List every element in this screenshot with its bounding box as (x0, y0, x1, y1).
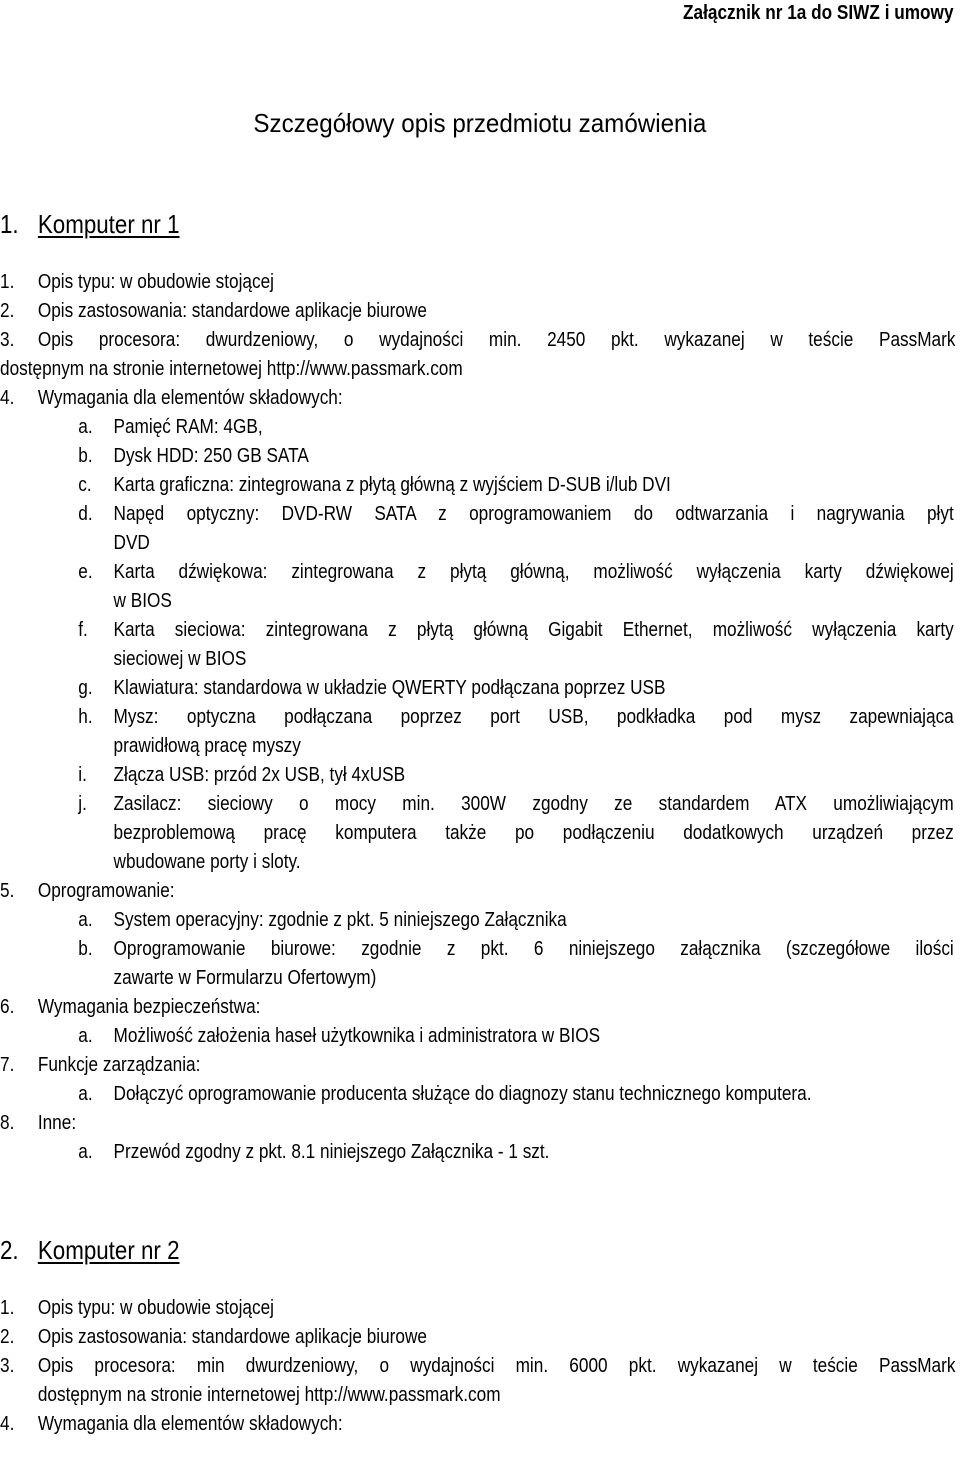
sub-item (0, 703, 954, 732)
list-item (0, 297, 826, 326)
item-text: Opis procesora: dwurdzeniowy, o wydajności min. 2450 pkt. wykazanej w teście PassMark (37, 329, 956, 351)
item-text: Inne: (37, 1112, 77, 1134)
item-number: 2. (0, 300, 15, 322)
item-text: dostępnym na stronie internetowej http://www.passmark.com (37, 1384, 501, 1406)
item-number: 3. (0, 1355, 15, 1377)
section-title: Komputer nr 1 (37, 209, 180, 239)
item-text: Oprogramowanie: (37, 880, 175, 902)
item-number: 4. (0, 387, 15, 409)
item-text: Opis typu: w obudowie stojącej (37, 1297, 274, 1319)
sub-item-letter: b. (78, 938, 93, 960)
list-item-continuation (0, 355, 826, 384)
section-title: Komputer nr 2 (37, 1235, 180, 1265)
item-number: 3. (0, 329, 15, 351)
sub-item-text: Oprogramowanie biurowe: zgodnie z pkt. 6 niniejszego załącznika (szczegółowe ilości (113, 938, 954, 960)
item-text: Opis procesora: min dwurdzeniowy, o wydajności min. 6000 pkt. wykazanej w teście PassMark (37, 1355, 956, 1377)
sub-item-text: w BIOS (113, 590, 172, 612)
sub-item-continuation (0, 529, 826, 558)
sub-item-letter: i. (78, 764, 87, 786)
list-item (0, 1294, 826, 1323)
sub-item-text: Możliwość założenia haseł użytkownika i administratora w BIOS (113, 1025, 601, 1047)
sub-item-text: Karta dźwiękowa: zintegrowana z płytą główną, możliwość wyłączenia karty dźwiękowej (113, 561, 954, 583)
sub-item-text: Pamięć RAM: 4GB, (113, 416, 263, 438)
sub-item (0, 471, 826, 500)
sub-item-letter: a. (78, 416, 93, 438)
item-text: Funkcje zarządzania: (37, 1054, 201, 1076)
sub-item-text: prawidłową pracę myszy (113, 735, 301, 757)
sub-item-letter: a. (78, 1141, 93, 1163)
list-item (0, 384, 826, 413)
sub-item (0, 558, 954, 587)
sub-item-letter: a. (78, 1025, 93, 1047)
sub-item-text: DVD (113, 532, 150, 554)
document-title: Szczegółowy opis przedmiotu zamówienia (253, 108, 707, 138)
sub-item-text: Mysz: optyczna podłączana poprzez port USB, podkładka pod mysz zapewniająca (113, 706, 954, 728)
item-number: 6. (0, 996, 15, 1018)
list-item (0, 877, 826, 906)
sub-item-letter: a. (78, 909, 93, 931)
item-text: Opis zastosowania: standardowe aplikacje biurowe (37, 300, 427, 322)
sub-item-continuation (0, 819, 954, 848)
sub-item (0, 500, 954, 529)
sub-item (0, 616, 954, 645)
sub-item (0, 906, 826, 935)
sub-item-letter: a. (78, 1083, 93, 1105)
sub-item-continuation (0, 645, 826, 674)
list-item-continuation (0, 1381, 826, 1410)
sub-item (0, 1022, 826, 1051)
sub-item (0, 761, 826, 790)
sub-item-text: Karta sieciowa: zintegrowana z płytą główną Gigabit Ethernet, możliwość wyłączenia karty (113, 619, 954, 641)
sub-item-text: bezproblemową pracę komputera także po podłączeniu dodatkowych urządzeń przez (113, 822, 954, 844)
sub-item-text: sieciowej w BIOS (113, 648, 247, 670)
sub-item-continuation (0, 732, 826, 761)
list-item (0, 1352, 956, 1381)
list-item (0, 268, 826, 297)
item-text: Opis typu: w obudowie stojącej (37, 271, 274, 293)
sub-item-text: Zasilacz: sieciowy o mocy min. 300W zgodny ze standardem ATX umożliwiającym (113, 793, 954, 815)
list-item (0, 1410, 826, 1439)
section-number: 2. (0, 1235, 19, 1265)
sub-item-letter: f. (78, 619, 88, 641)
sub-item-text: Klawiatura: standardowa w układzie QWERTY podłączana poprzez USB (113, 677, 666, 699)
sub-item-letter: h. (78, 706, 93, 728)
item-number: 8. (0, 1112, 15, 1134)
sub-item-continuation (0, 848, 826, 877)
sub-item (0, 935, 954, 964)
sub-item (0, 790, 954, 819)
section-number: 1. (0, 209, 19, 239)
item-text: Wymagania dla elementów składowych: (37, 387, 343, 409)
item-text: Opis zastosowania: standardowe aplikacje biurowe (37, 1326, 427, 1348)
list-item (0, 993, 826, 1022)
sub-item (0, 1138, 826, 1167)
sub-item-text: Karta graficzna: zintegrowana z płytą główną z wyjściem D-SUB i/lub DVI (113, 474, 671, 496)
section-heading-2 (0, 1232, 180, 1268)
sub-item-letter: e. (78, 561, 93, 583)
item-number: 5. (0, 880, 15, 902)
sub-item-text: Złącza USB: przód 2x USB, tył 4xUSB (113, 764, 406, 786)
annex-header: Załącznik nr 1a do SIWZ i umowy (683, 2, 954, 24)
list-item (0, 1109, 826, 1138)
sub-item-text: wbudowane porty i sloty. (113, 851, 301, 873)
sub-item-continuation (0, 587, 826, 616)
item-text: Wymagania bezpieczeństwa: (37, 996, 261, 1018)
sub-item (0, 442, 826, 471)
item-number: 4. (0, 1413, 15, 1435)
list-item (0, 326, 956, 355)
sub-item-letter: c. (78, 474, 92, 496)
item-number: 2. (0, 1326, 15, 1348)
sub-item-text: Napęd optyczny: DVD-RW SATA z oprogramowaniem do odtwarzania i nagrywania płyt (113, 503, 954, 525)
item-number: 1. (0, 1297, 15, 1319)
sub-item-letter: b. (78, 445, 93, 467)
sub-item-continuation (0, 964, 826, 993)
sub-item-text: zawarte w Formularzu Ofertowym) (113, 967, 377, 989)
item-text: Wymagania dla elementów składowych: (37, 1413, 343, 1435)
sub-item (0, 413, 826, 442)
sub-item-letter: g. (78, 677, 93, 699)
sub-item-text: Przewód zgodny z pkt. 8.1 niniejszego Załącznika - 1 szt. (113, 1141, 550, 1163)
item-number: 7. (0, 1054, 15, 1076)
item-text: dostępnym na stronie internetowej http://www.passmark.com (0, 358, 463, 380)
sub-item (0, 674, 826, 703)
item-number: 1. (0, 271, 15, 293)
list-item (0, 1323, 826, 1352)
sub-item-text: System operacyjny: zgodnie z pkt. 5 niniejszego Załącznika (113, 909, 567, 931)
section-heading-1 (0, 206, 180, 242)
list-item (0, 1051, 826, 1080)
sub-item-letter: j. (78, 793, 87, 815)
sub-item (0, 1080, 826, 1109)
sub-item-letter: d. (78, 503, 93, 525)
sub-item-text: Dołączyć oprogramowanie producenta służące do diagnozy stanu technicznego komputera. (113, 1083, 812, 1105)
sub-item-text: Dysk HDD: 250 GB SATA (113, 445, 309, 467)
